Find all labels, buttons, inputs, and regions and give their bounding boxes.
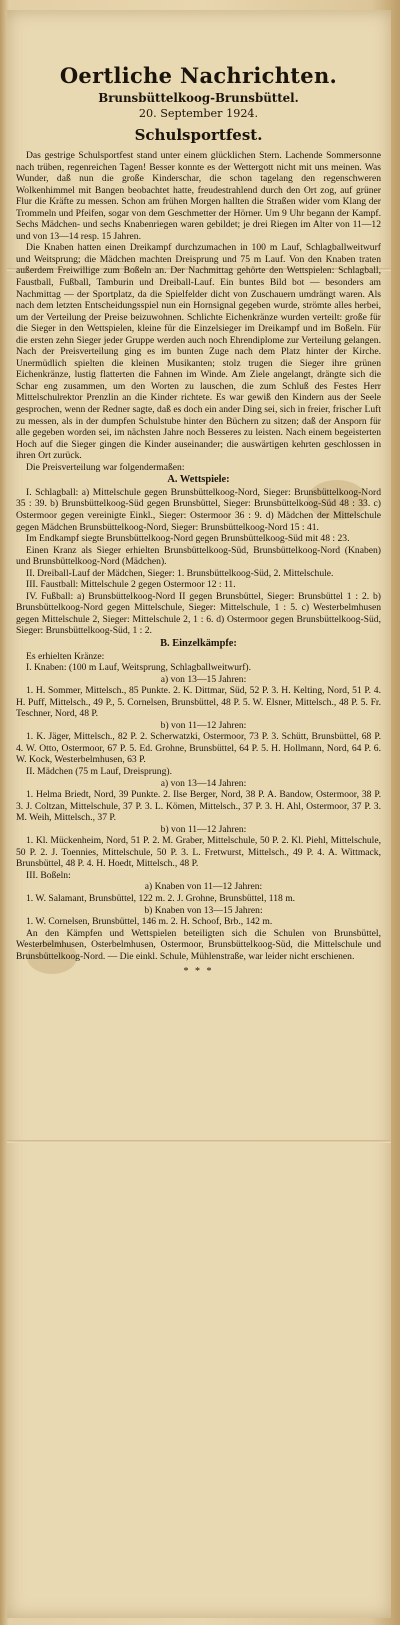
paper-fold bbox=[7, 1140, 391, 1143]
closing-paragraph: An den Kämpfen und Wettspielen beteiligten sich die Schulen von Brunsbüttel, Westerbelmhusen, Osterbelmhusen, Ostermoor, Brunsbüttelkoog-Süd, die Mittelschule und Brunsbüttelkoog-Nord. — Die einkl. Schule, Mühlenstraße, war leider nicht erschienen. bbox=[16, 927, 381, 962]
paragraph: Das gestrige Schulsportfest stand unter einem glücklichen Stern. Lachende Sommersonne nach trüben, regenreichen Tagen! Besser konnte es der Wettergott nicht mit uns meinen. Was Wunder, daß nun die große Kinderschar, die schon tagelang den regenschweren Wolkenhimmel mit Bangen beobachtet hatte, freudestrahlend durch den Ort zog, auf grüner Flur die Kräfte zu messen. Schon am frühen Morgen hallten die Straßen wider vom Klang der Trommeln und Pfeifen, sogar von dem Geschmetter der Hörner. Um 9 Uhr begann der Kampf. Sechs Mädchen- und sechs Knabenriegen waren gebildet; je drei Riegen im Alter von 11—12 und von 13—14 resp. 15 Jahren. bbox=[16, 150, 381, 242]
section-title: Oertliche Nachrichten. bbox=[59, 63, 338, 88]
results-text: 1. Helma Briedt, Nord, 39 Punkte. 2. Ilse Berger, Nord, 38 P. A. Bandow, Ostermoor, 38 P. 3. J. Coltzan, Mittelschule, 37 P. 3. L. Kömen, Mittelsch., 37 P. 3. H. Ahl, Ostermoor, 37 P. 3. M. Weih, Mittelsch., 37 P. bbox=[16, 789, 381, 824]
section-heading: B. Einzelkämpfe: bbox=[160, 637, 237, 649]
paragraph: Es erhielten Kränze: bbox=[26, 650, 105, 662]
paragraph: I. Schlagball: a) Mittelschule gegen Brunsbüttelkoog-Nord, Sieger: Brunsbüttelkoog-Nord 35 : 39. b) Brunsbüttelkoog-Süd gegen Brunsbüttel, Sieger: Brunsbüttelkoog-Süd 48 : 33. c) Ostermoor gegen vereinigte Einkl., Sieger: Ostermoor 36 : 9. d) Mädchen der Mittelschule gegen Mädchen Brunsbüttelkoog-Nord, Sieger: Brunsbüttelkoog-Nord 15 : 41. bbox=[16, 486, 381, 533]
paragraph: IV. Fußball: a) Brunsbüttelkoog-Nord II gegen Brunsbüttel, Sieger: Brunsbüttel 1 : 2. b) Brunsbüttelkoog-Nord gegen Mittelschule, Sieger: Mittelschule, 1 : 5. c) Westerbelmhusen gegen Mittelschule 2, Sieger: Mittelschule 2, 1 : 6. d) Ostermoor gegen Brunsbüttelkoog-Süd, Sieger: Brunsbüttelkoog-Süd, 1 : 2. bbox=[16, 590, 381, 637]
location-line: Brunsbüttelkoog-Brunsbüttel. bbox=[98, 91, 299, 105]
subsection-heading: I. Knaben: (100 m Lauf, Weitsprung, Schlagballweitwurf). bbox=[26, 662, 251, 674]
subsection-heading: II. Mädchen (75 m Lauf, Dreisprung). bbox=[26, 765, 172, 777]
age-group-heading: a) von 13—14 Jahren: bbox=[160, 777, 247, 789]
paragraph: Einen Kranz als Sieger erhielten Brunsbüttelkoog-Süd, Brunsbüttelkoog-Nord (Knaben) und Brunsbüttelkoog-Nord (Mädchen). bbox=[16, 544, 381, 568]
results-text: 1. H. Sommer, Mittelsch., 85 Punkte. 2. K. Dittmar, Süd, 52 P. 3. H. Kelting, Nord, 51 P. 4. H. Puff, Mittelsch., 49 P., 5. Cornelsen, Brunsbüttel, 48 P. 5. W. Elsner, Mittelsch., 48 P. 5. Fr. Teschner, Nord, 48 P. bbox=[16, 685, 381, 720]
age-group-heading: a) Knaben von 11—12 Jahren: bbox=[144, 881, 263, 893]
age-group-heading: b) von 11—12 Jahren: bbox=[160, 823, 247, 835]
paragraph: Im Endkampf siegte Brunsbüttelkoog-Nord gegen Brunsbüttelkoog-Süd mit 48 : 23. bbox=[26, 533, 350, 545]
age-group-heading: b) von 11—12 Jahren: bbox=[160, 719, 247, 731]
article-column bbox=[7, 10, 391, 978]
subsection-heading: III. Boßeln: bbox=[26, 869, 71, 881]
results-text: 1. K. Jäger, Mittelsch., 82 P. 2. Scherwatzki, Ostermoor, 73 P. 3. Schütt, Brunsbüttel, 68 P. 4. W. Otto, Ostermoor, 67 P. 5. Ed. Grohne, Brunsbüttel, 64 P. 5. H. Hollmann, Nord, 64 P. 6. W. Kock, Westerbelmhusen, 63 P. bbox=[16, 731, 381, 766]
age-group-heading: b) Knaben von 13—15 Jahren: bbox=[144, 904, 263, 916]
article-body bbox=[16, 150, 381, 978]
paragraph: Die Knaben hatten einen Dreikampf durchzumachen in 100 m Lauf, Schlagballweitwurf und Weitsprung; die Mädchen machten Dreisprung und 75 m Lauf. Von den Knaben traten außerdem Freiwillige zum Boßeln an. Der Nachmittag gehörte den Wettspielen: Schlagball, Faustball, Fußball, Tamburin und Dreiball-Lauf. Ein buntes Bild bot — besonders am Nachmittag — der Sportplatz, da die Spielfelder dicht von Zuschauern umdrängt waren. Als nach dem letzten Entscheidungsspiel nun ein Hornsignal gegeben wurde, strömte alles herbei, um der Verteilung der Preise beizuwohnen. Schlichte Eichenkränze wurden verteilt: große für die Sieger in den Wettspielen, kleine für die Einzelsieger im Dreikampf und im Boßeln. Für die ersten zehn Sieger jeder Gruppe werden auch noch Ehrendiplome zur Verteilung gelangen. Nach der Preisverteilung ging es im bunten Zuge nach dem Platz hinter der Kirche. Unermüdlich spielten die kleinen Musikanten; stolz trugen die Sieger ihre grünen Eichenkränze, lustig flatterten die Fahnen im Winde. Am Ziele angelangt, drängte sich die Schar eng zusammen, um den Worten zu lauschen, die zum Schluß des Festes Herr Mittelschulrektor Prenzlin an die Kinder richtete. Es war gewiß den Kindern aus der Seele gesprochen, wenn der Redner sagte, daß es doch ein ander Ding sei, sich in freier, frischer Luft zu messen, als in der dumpfen Schulstube hinter den Büchern zu sitzen; daß der Ansporn für alle gegeben worden sei, im nächsten Jahre noch Besseres zu leisten. Nach einem begeisterten Hoch auf die Sieger gingen die Kinder auseinander; die auswärtigen kehrten geschlossen in ihren Ort zurück. bbox=[16, 242, 381, 462]
paragraph: III. Faustball: Mittelschule 2 gegen Ostermoor 12 : 11. bbox=[26, 579, 236, 591]
paragraph: Die Preisverteilung war folgendermaßen: bbox=[26, 461, 185, 473]
article-title: Schulsportfest. bbox=[134, 126, 263, 144]
results-text: 1. W. Cornelsen, Brunsbüttel, 146 m. 2. H. Schoof, Brb., 142 m. bbox=[26, 916, 273, 928]
paragraph: II. Dreiball-Lauf der Mädchen, Sieger: 1. Brunsbüttelkoog-Süd, 2. Mittelschule. bbox=[26, 567, 334, 579]
newspaper-clipping bbox=[7, 10, 391, 1618]
results-text: 1. Kl. Mückenheim, Nord, 51 P. 2. M. Graber, Mittelschule, 50 P. 2. Kl. Piehl, Mittelschule, 50 P. 2. J. Toennies, Mittelschule, 50 P. 3. L. Fretwurst, Mittelsch., 49 P. 4. A. Wittmack, Brunsbüttel, 48 P. 4. H. Hoedt, Mittelsch., 48 P. bbox=[16, 835, 381, 870]
section-heading: A. Wettspiele: bbox=[167, 474, 230, 486]
age-group-heading: a) von 13—15 Jahren: bbox=[160, 673, 247, 685]
results-text: 1. W. Salamant, Brunsbüttel, 122 m. 2. J. Grohne, Brunsbüttel, 118 m. bbox=[26, 893, 296, 904]
date-line: 20. September 1924. bbox=[138, 107, 259, 120]
end-mark: * * * bbox=[183, 966, 214, 978]
